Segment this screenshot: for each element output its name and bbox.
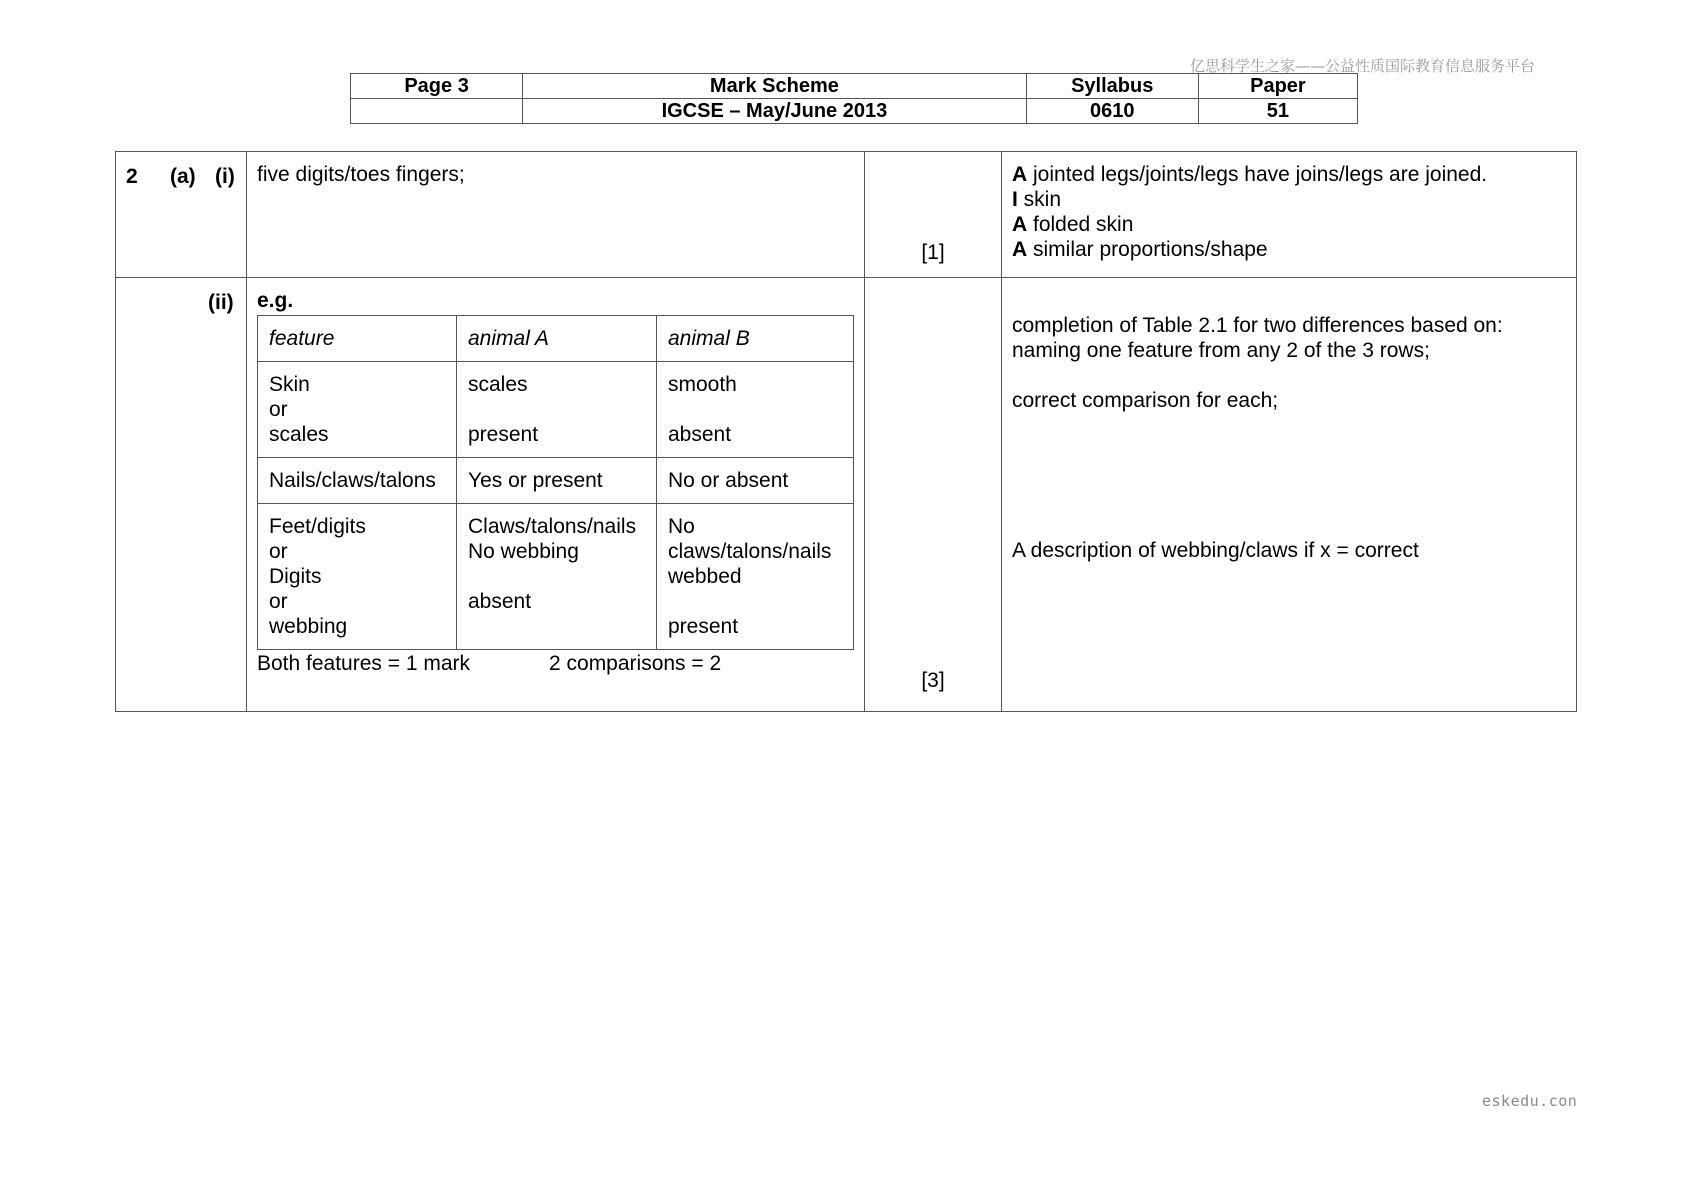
guidance-line: I skin: [1012, 188, 1062, 211]
syllabus-label: Syllabus: [1026, 74, 1198, 99]
page-label: Page 3: [351, 74, 523, 99]
guidance-line: correct comparison for each;: [1012, 389, 1279, 412]
footnote-comparisons: 2 comparisons = 2: [549, 652, 722, 675]
exam-label: IGCSE – May/June 2013: [523, 99, 1027, 124]
table-cell: scales present: [457, 362, 657, 458]
marks-ii: [3]: [921, 669, 945, 692]
page-blank: [351, 99, 523, 124]
header-feature: feature: [258, 316, 457, 362]
paper-label: Paper: [1198, 74, 1357, 99]
header-animal-a: animal A: [457, 316, 657, 362]
guidance-line: A jointed legs/joints/legs have joins/legs are joined.: [1012, 163, 1488, 186]
table-cell: Feet/digits or Digits or webbing: [258, 504, 457, 650]
header-animal-b: animal B: [657, 316, 854, 362]
watermark-top: 亿思科学生之家——公益性质国际教育信息服务平台: [1190, 57, 1536, 75]
syllabus-value: 0610: [1026, 99, 1198, 124]
mark-scheme-table: [115, 151, 1577, 712]
guidance-line: A description of webbing/claws if x = correct: [1012, 539, 1419, 562]
table-cell: Claws/talons/nails No webbing absent: [457, 504, 657, 650]
table-row: [258, 362, 854, 458]
marks-cell-ii: [865, 278, 1002, 712]
paper-value: 51: [1198, 99, 1357, 124]
answer-text-i: five digits/toes fingers;: [257, 163, 465, 186]
marks-cell-i: [865, 152, 1002, 278]
guidance-line: A similar proportions/shape: [1012, 238, 1268, 261]
question-number-cell: [116, 152, 247, 278]
question-number: 2: [126, 165, 138, 188]
guidance-line: completion of Table 2.1 for two differences based on:: [1012, 314, 1503, 337]
answer-intro: e.g.: [257, 289, 294, 312]
guidance-cell-ii: [1002, 278, 1577, 712]
comparison-header-row: [258, 316, 854, 362]
answer-cell-i: [247, 152, 865, 278]
watermark-bottom: eskedu.con: [1482, 1092, 1578, 1110]
table-cell: Yes or present: [457, 458, 657, 504]
sub-part-ii: (ii): [208, 291, 234, 314]
guidance-line: A folded skin: [1012, 213, 1134, 236]
table-cell: Nails/claws/talons: [258, 458, 457, 504]
guidance-cell-i: [1002, 152, 1577, 278]
header-table: [350, 73, 1358, 124]
marks-i: [1]: [921, 241, 945, 264]
table-cell: No claws/talons/nails webbed present: [657, 504, 854, 650]
question-number-cell-ii: [116, 278, 247, 712]
footnote-features: Both features = 1 mark: [257, 652, 471, 675]
table-cell: Skin or scales: [258, 362, 457, 458]
comparison-table: [257, 315, 854, 650]
table-row: [258, 458, 854, 504]
marking-footnote: [257, 651, 854, 676]
sub-part-i: (i): [215, 165, 235, 188]
guidance-line: naming one feature from any 2 of the 3 rows;: [1012, 339, 1430, 362]
question-part: (a): [170, 165, 196, 188]
mark-scheme-label: Mark Scheme: [523, 74, 1027, 99]
table-row: [258, 504, 854, 650]
table-cell: smooth absent: [657, 362, 854, 458]
question-row-ii: [116, 278, 1577, 712]
question-row-i: [116, 152, 1577, 278]
answer-cell-ii: [247, 278, 865, 712]
table-cell: No or absent: [657, 458, 854, 504]
